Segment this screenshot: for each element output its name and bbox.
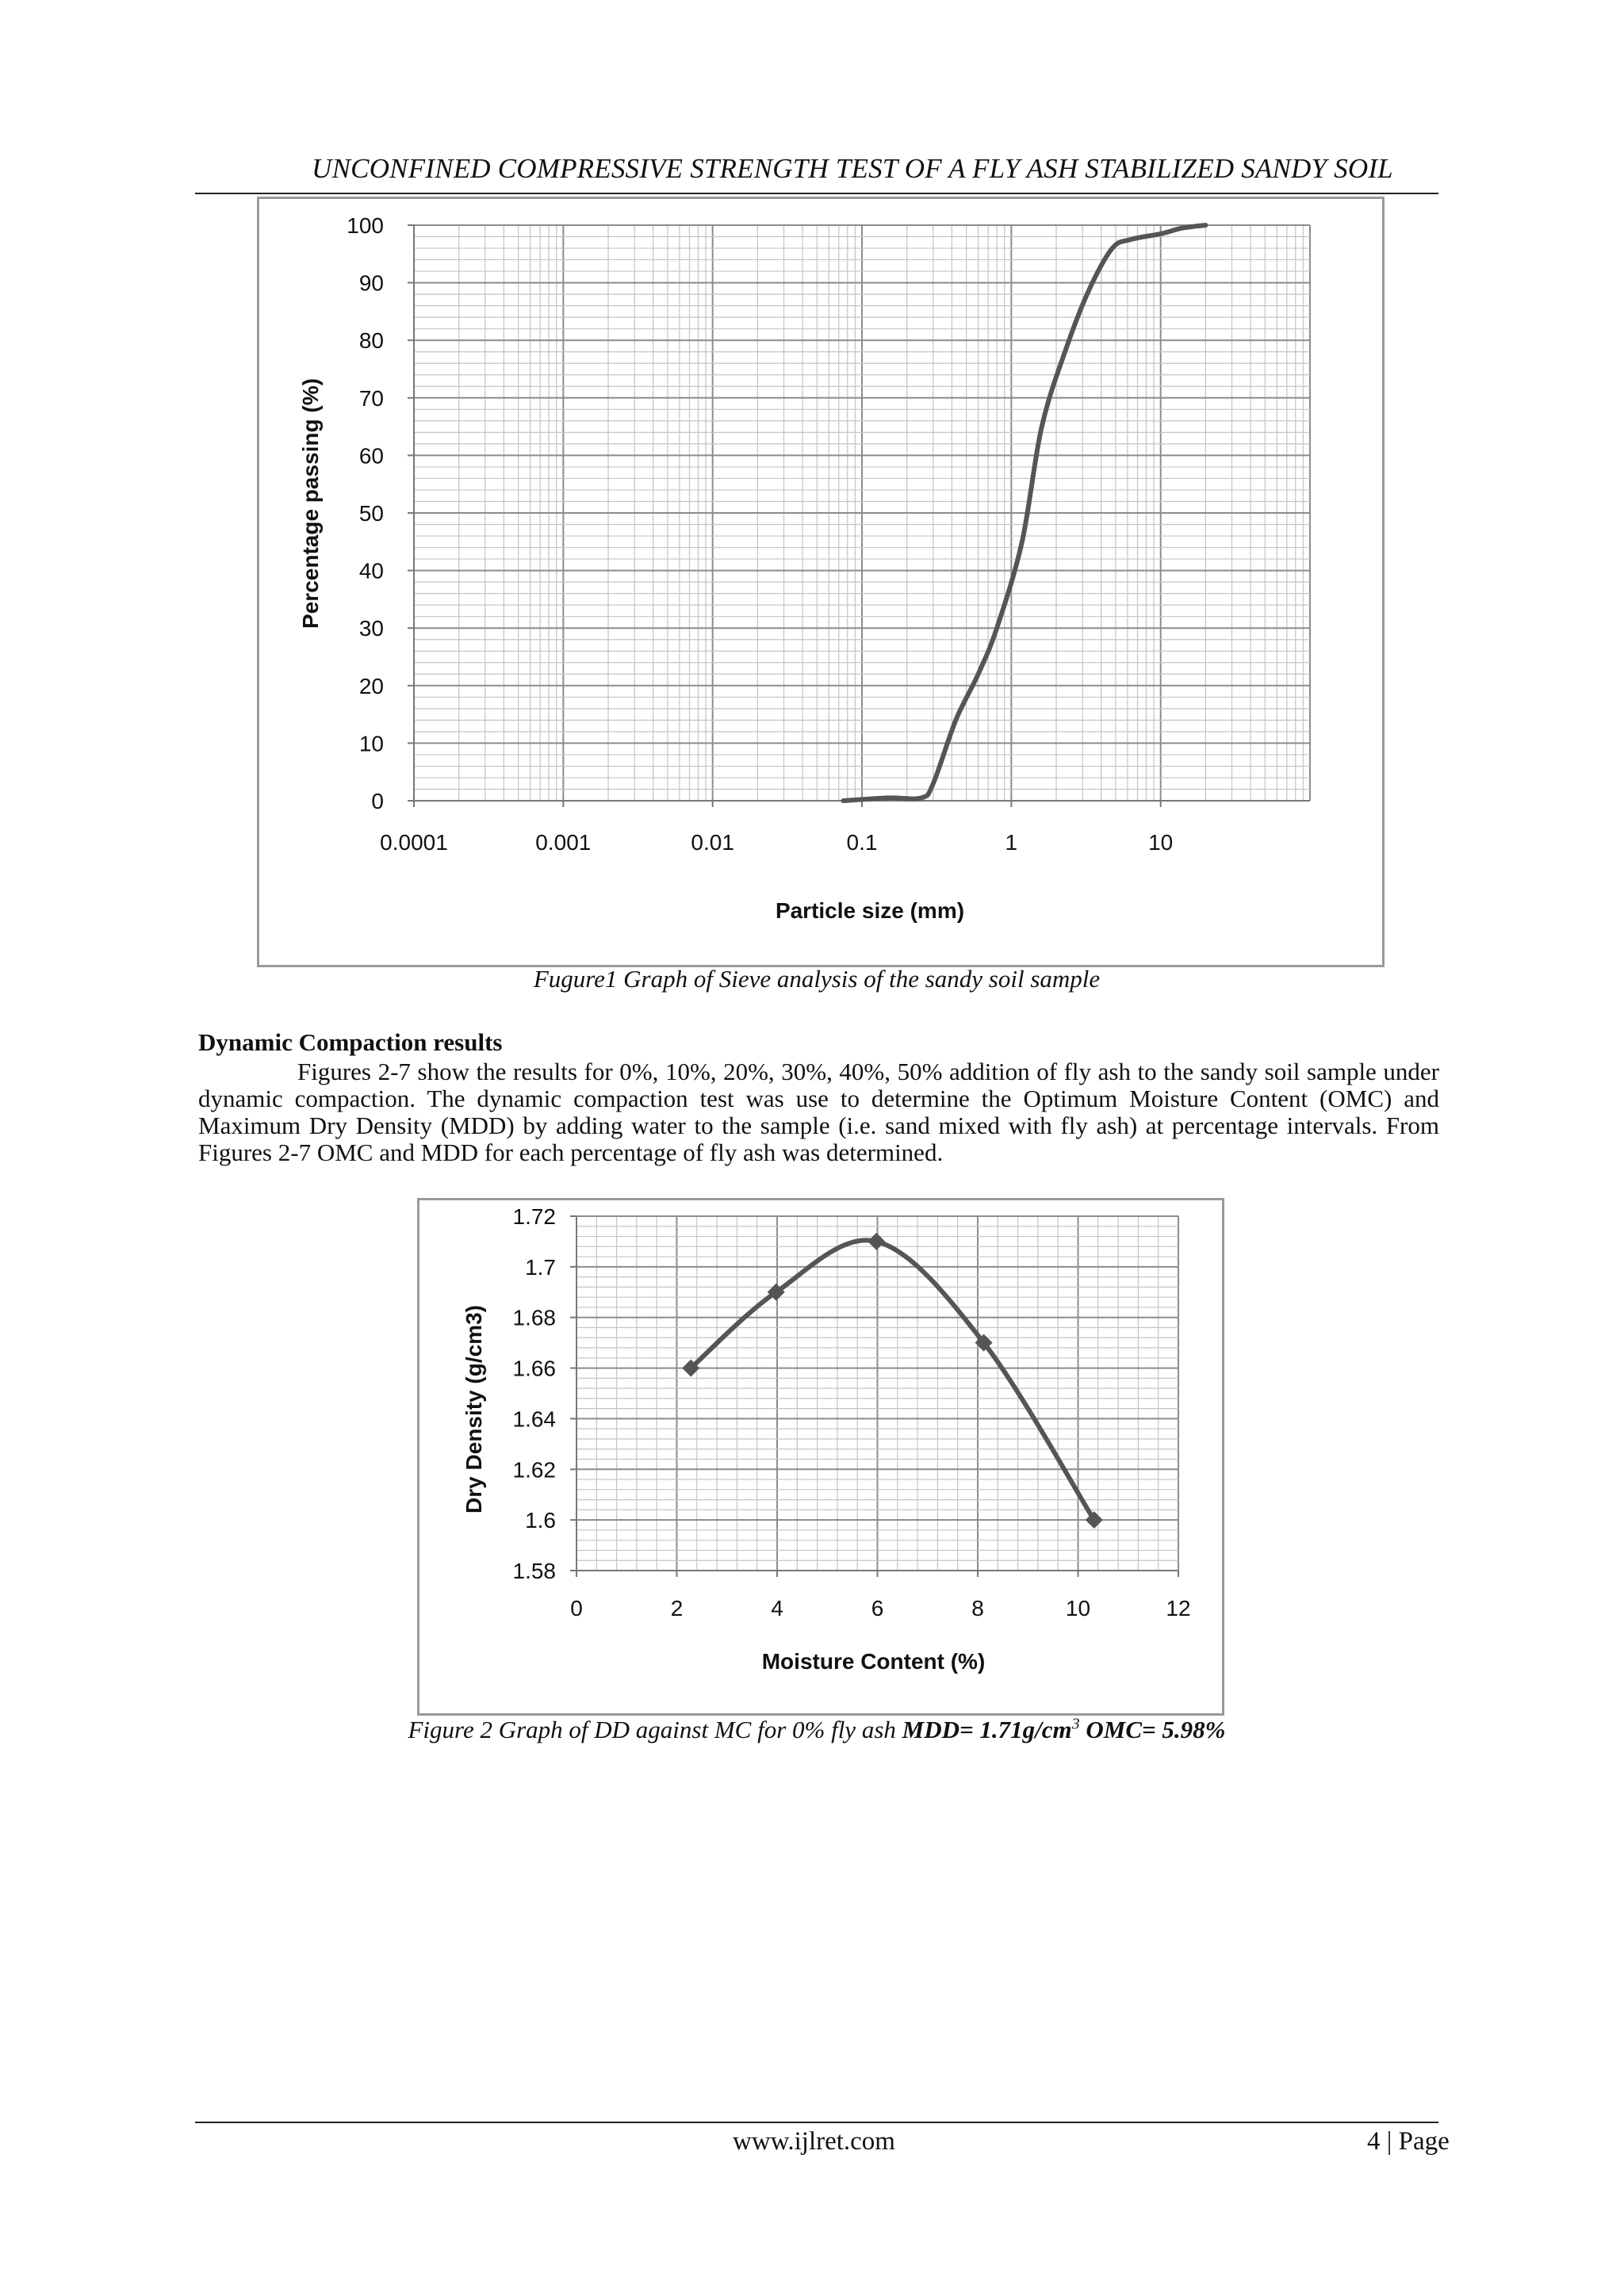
figure2-caption-superscript: 3 bbox=[1071, 1715, 1080, 1733]
y-tick-label: 80 bbox=[358, 328, 384, 354]
x-tick-label: 8 bbox=[971, 1596, 984, 1621]
compaction-curve bbox=[691, 1240, 1094, 1520]
y-tick-label: 1.68 bbox=[512, 1305, 556, 1330]
y-tick-label: 1.62 bbox=[512, 1457, 556, 1483]
footer-page-number: 4 | Page bbox=[1367, 2127, 1450, 2156]
y-tick-label: 1.64 bbox=[512, 1406, 556, 1432]
y-tick-label: 30 bbox=[358, 616, 384, 641]
sieve-analysis-plot bbox=[259, 199, 1382, 965]
y-tick-label: 60 bbox=[358, 443, 384, 469]
data-point-marker bbox=[868, 1233, 885, 1250]
x-tick-label: 0.01 bbox=[691, 830, 734, 855]
x-axis-title: Particle size (mm) bbox=[775, 898, 965, 923]
x-tick-label: 0 bbox=[570, 1596, 583, 1621]
x-axis-title: Moisture Content (%) bbox=[761, 1649, 986, 1674]
section-heading: Dynamic Compaction results bbox=[198, 1028, 503, 1056]
x-tick-label: 12 bbox=[1166, 1596, 1191, 1621]
figure1-chart bbox=[257, 197, 1385, 967]
y-tick-label: 1.72 bbox=[512, 1204, 556, 1229]
figure2-caption-text: Figure 2 Graph of DD against MC for 0% fly ash bbox=[408, 1716, 902, 1743]
y-tick-label: 90 bbox=[358, 270, 384, 296]
footer-url: www.ijlret.com bbox=[733, 2127, 895, 2156]
figure2-chart bbox=[417, 1198, 1224, 1716]
figure1-caption: Fugure1 Graph of Sieve analysis of the sandy soil sample bbox=[533, 965, 1101, 993]
x-tick-label: 0.0001 bbox=[380, 830, 448, 855]
y-tick-label: 1.58 bbox=[512, 1559, 556, 1583]
x-tick-label: 1 bbox=[1005, 830, 1018, 855]
y-tick-label: 1.7 bbox=[525, 1254, 556, 1280]
y-tick-label: 50 bbox=[358, 501, 384, 526]
x-tick-label: 6 bbox=[871, 1596, 884, 1621]
y-tick-label: 1.66 bbox=[512, 1356, 556, 1381]
section-paragraph: Figures 2-7 show the results for 0%, 10%, 20%, 30%, 40%, 50% addition of fly ash to the sandy soil sample under dynamic compaction. The dynamic compaction test was use to determine the Optimum Moisture Content (OMC) and Maximum Dry Density (MDD) by adding water to the sample (i.e. sand mixed with fly ash) at percentage intervals. From Figures 2-7 OMC and MDD for each percentage of fly ash was determined. bbox=[198, 1058, 1439, 1166]
y-tick-label: 0 bbox=[371, 789, 384, 813]
figure2-caption-omc: OMC= 5.98% bbox=[1079, 1716, 1226, 1743]
y-tick-label: 70 bbox=[358, 385, 384, 411]
y-tick-label: 20 bbox=[358, 673, 384, 698]
figure2-caption bbox=[195, 1716, 1438, 1744]
y-axis-title: Percentage passing (%) bbox=[298, 378, 323, 629]
compaction-curve-plot bbox=[419, 1200, 1222, 1713]
footer-rule bbox=[195, 2122, 1438, 2123]
y-tick-label: 10 bbox=[358, 731, 384, 756]
x-tick-label: 4 bbox=[771, 1596, 783, 1621]
y-tick-label: 1.6 bbox=[525, 1508, 556, 1533]
x-tick-label: 10 bbox=[1065, 1596, 1091, 1621]
x-tick-label: 10 bbox=[1148, 830, 1174, 855]
header-rule bbox=[195, 193, 1438, 194]
x-tick-label: 2 bbox=[670, 1596, 684, 1621]
running-header: UNCONFINED COMPRESSIVE STRENGTH TEST OF A FLY ASH STABILIZED SANDY SOIL bbox=[312, 153, 1393, 184]
y-axis-title: Dry Density (g/cm3) bbox=[462, 1305, 486, 1513]
x-tick-label: 0.1 bbox=[846, 830, 878, 855]
figure2-caption-mdd: MDD= 1.71g/cm bbox=[902, 1716, 1072, 1743]
y-tick-label: 40 bbox=[358, 558, 384, 584]
x-tick-label: 0.001 bbox=[535, 830, 592, 855]
y-tick-label: 100 bbox=[347, 213, 384, 238]
